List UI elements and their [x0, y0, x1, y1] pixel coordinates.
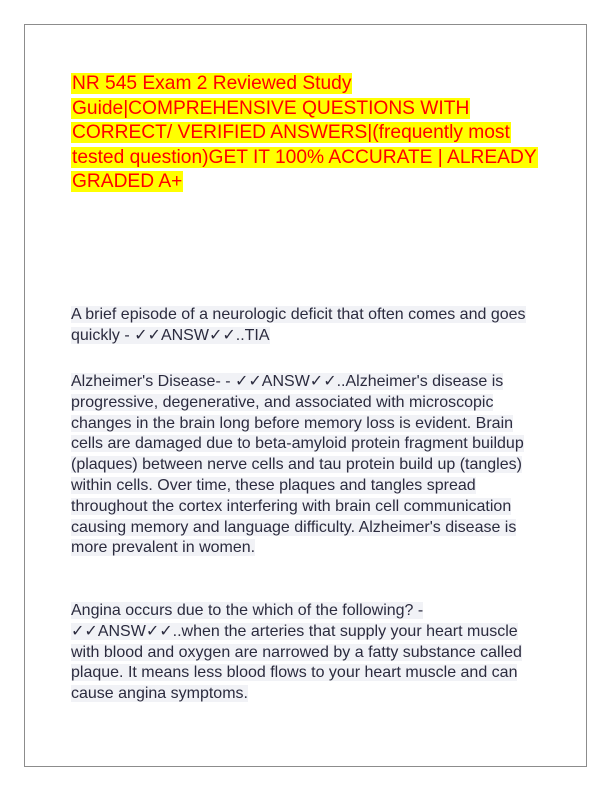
qa-entry-alzheimers	[71, 372, 541, 559]
qa-entry-tia	[71, 305, 541, 347]
qa-entry-text: Angina occurs due to the which of the following? - ✓✓ANSW✓✓..when the arteries that supply your heart muscle with blood and oxygen are narrowed by a fatty substance called plaque. It means less blood flows to your heart muscle and can cause angina symptoms.	[71, 602, 522, 703]
document-title	[71, 72, 541, 195]
qa-entry-angina	[71, 601, 541, 705]
document-title-text: NR 545 Exam 2 Reviewed Study Guide|COMPREHENSIVE QUESTIONS WITH CORRECT/ VERIFIED ANSWERS|(frequently most tested question)GET IT 100% ACCURATE | ALREADY GRADED A+	[72, 73, 537, 193]
qa-entry-text: A brief episode of a neurologic deficit that often comes and goes quickly - ✓✓ANSW✓✓..TIA	[71, 306, 526, 344]
qa-entry-text: Alzheimer's Disease- - ✓✓ANSW✓✓..Alzheimer's disease is progressive, degenerative, and associated with microscopic changes in the brain long before memory loss is evident. Brain cells are damaged due to beta-amyloid protein fragment buildup (plaques) between nerve cells and tau protein build up (tangles) within cells. Over time, these plaques and tangles spread throughout the cortex interfering with brain cell communication causing memory and language difficulty. Alzheimer's disease is more prevalent in women.	[71, 373, 524, 557]
